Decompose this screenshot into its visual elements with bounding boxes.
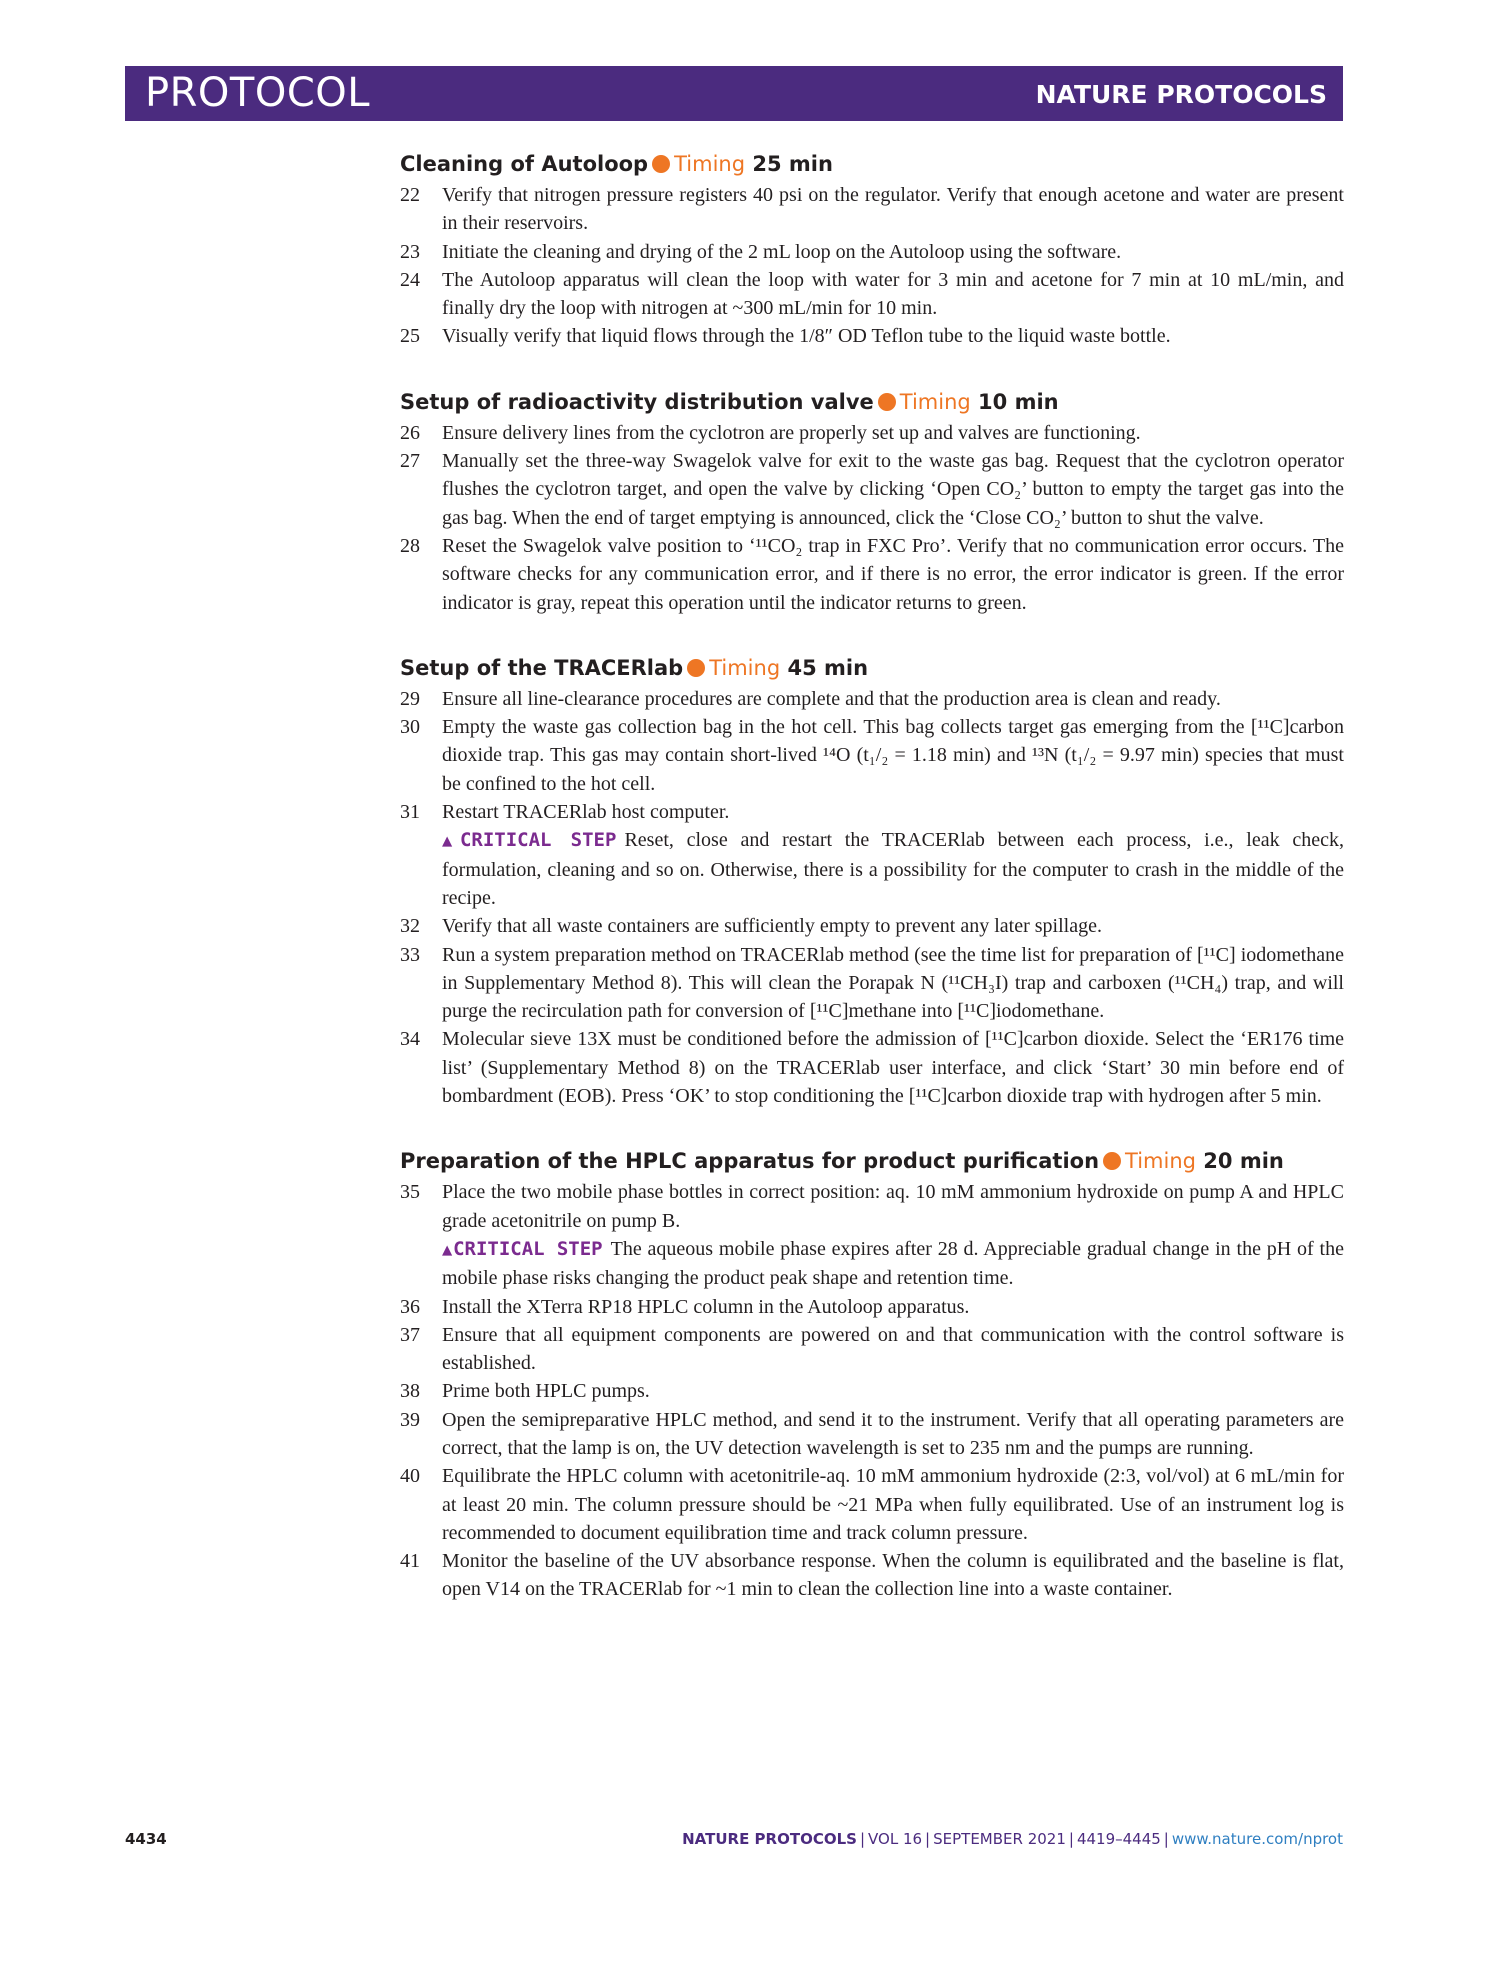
step-text: Equilibrate the HPLC column with acetonitrile-aq. 10 mM ammonium hydroxide (2:3, vol/vol) at 6 mL/min for at least 20 min. The column pressure should be ~21 MPa when fully equilibrated. Use of an instrument log is recommended to document equilibration time and track column pressure. xyxy=(442,1465,1344,1544)
step-text: Install the XTerra RP18 HPLC column in the Autoloop apparatus. xyxy=(442,1295,970,1318)
protocol-step xyxy=(400,532,1344,617)
step-text: Ensure that all equipment components are powered on and that communication with the control software is established. xyxy=(442,1323,1344,1375)
step-number: 35 xyxy=(400,1181,420,1204)
step-text: Restart TRACERlab host computer. xyxy=(442,801,730,824)
step-text: Run a system preparation method on TRACERlab method (see the time list for preparation of [¹¹C] iodomethane in Supplementary Method 8). This will clean the Porapak N (¹¹CH₃I) trap and carboxen (¹¹CH₄) trap, and will purge the recirculation path for conversion of [¹¹C]methane into [¹¹C]iodomethane. xyxy=(442,943,1344,1023)
protocol-step xyxy=(400,1178,1344,1292)
critical-step-label-text: CRITICAL STEP xyxy=(459,829,617,852)
timing-value: 20 min xyxy=(1203,1149,1284,1174)
timing-dot-icon xyxy=(1103,1152,1121,1170)
section-title: Setup of the TRACERlab xyxy=(400,655,684,680)
step-text: Ensure delivery lines from the cyclotron are properly set up and valves are functioning. xyxy=(442,421,1141,444)
protocol-section xyxy=(400,388,1344,617)
timing-dot-icon xyxy=(687,659,705,677)
section-heading xyxy=(400,654,1344,682)
step-text: Visually verify that liquid flows through the 1/8″ OD Teflon tube to the liquid waste bottle. xyxy=(442,325,1171,348)
footer-journal: NATURE PROTOCOLS xyxy=(682,1830,857,1848)
warning-triangle-icon: ▲ xyxy=(442,831,460,852)
section-title: Preparation of the HPLC apparatus for product purification xyxy=(400,1149,1100,1174)
journal-name: NATURE PROTOCOLS xyxy=(1035,80,1327,109)
step-text: Verify that nitrogen pressure registers 40 psi on the regulator. Verify that enough acetone and water are present in their reservoirs. xyxy=(442,184,1344,235)
page-number: 4434 xyxy=(125,1830,167,1848)
step-number: 33 xyxy=(400,943,420,966)
timing-value: 10 min xyxy=(978,389,1059,414)
protocol-step xyxy=(400,447,1344,532)
step-number: 30 xyxy=(400,716,420,739)
step-number: 24 xyxy=(400,268,420,291)
protocol-step xyxy=(400,1293,1344,1321)
footer-pages: 4419–4445 xyxy=(1076,1830,1161,1848)
section-heading xyxy=(400,150,1344,178)
step-text: Molecular sieve 13X must be conditioned before the admission of [¹¹C]carbon dioxide. Select the ‘ER176 time list’ (Supplementary Method 8) on the TRACERlab user interface, and click ‘Start’ 30 min before end of bombardment (EOB). Press ‘OK’ to stop conditioning the [¹¹C]carbon dioxide trap with hydrogen after 5 min. xyxy=(442,1028,1344,1108)
step-number: 27 xyxy=(400,450,420,473)
step-number: 34 xyxy=(400,1028,420,1051)
step-number: 29 xyxy=(400,687,420,710)
protocol-step xyxy=(400,912,1344,940)
step-number: 38 xyxy=(400,1380,420,1403)
timing-label: Timing xyxy=(709,655,781,680)
step-text: Empty the waste gas collection bag in the hot cell. This bag collects target gas emerging from the [¹¹C]carbon dioxide trap. This gas may contain short-lived ¹⁴O (t₁/₂ = 1.18 min) and ¹³N (t₁/₂ = 9.97 min) species that must be confined to the hot cell. xyxy=(442,716,1344,795)
step-text: Reset the Swagelok valve position to ‘¹¹CO₂ trap in FXC Pro’. Verify that no communication error occurs. The software checks for any communication error, and if there is no error, the error indicator is green. If the error indicator is gray, repeat this operation until the indicator returns to green. xyxy=(442,534,1344,614)
warning-triangle-icon: ▲ xyxy=(442,1239,454,1260)
step-number: 41 xyxy=(400,1550,420,1573)
timing-label: Timing xyxy=(1125,1149,1196,1174)
timing-dot-icon xyxy=(878,393,896,411)
protocol-body xyxy=(400,150,1344,1641)
section-title: Cleaning of Autoloop xyxy=(400,152,649,176)
protocol-step xyxy=(400,1377,1344,1405)
timing-label: Timing xyxy=(899,389,971,414)
critical-step-text: Reset, close and restart the TRACERlab between each process, i.e., leak check, formulation, cleaning and so on. Otherwise, there is a possibility for the computer to crash in the middle of the recipe. xyxy=(442,829,1344,909)
critical-step-note xyxy=(442,1235,1344,1293)
step-number: 40 xyxy=(400,1465,420,1488)
protocol-step xyxy=(400,685,1344,713)
step-text: Prime both HPLC pumps. xyxy=(442,1380,650,1403)
step-number: 31 xyxy=(400,801,420,824)
timing-label: Timing xyxy=(674,152,746,176)
protocol-step xyxy=(400,322,1344,350)
protocol-step xyxy=(400,238,1344,266)
step-number: 25 xyxy=(400,325,420,348)
footer-date: SEPTEMBER 2021 xyxy=(933,1830,1066,1848)
step-number: 32 xyxy=(400,915,420,938)
header-banner xyxy=(125,66,1343,121)
step-text: Ensure all line-clearance procedures are complete and that the production area is clean and ready. xyxy=(442,687,1221,710)
footer xyxy=(125,1830,1343,1854)
protocol-section xyxy=(400,1147,1344,1603)
section-title: Setup of radioactivity distribution valve xyxy=(400,389,874,414)
critical-step-text: The aqueous mobile phase expires after 28 d. Appreciable gradual change in the pH of the mobile phase risks changing the product peak shape and retention time. xyxy=(442,1237,1344,1290)
protocol-section xyxy=(400,150,1344,351)
footer-volume: VOL 16 xyxy=(868,1830,923,1848)
protocol-step xyxy=(400,266,1344,323)
protocol-step xyxy=(400,798,1344,912)
step-text: Manually set the three-way Swagelok valve for exit to the waste gas bag. Request that the cyclotron operator flushes the cyclotron target, and open the valve by clicking ‘Open CO₂’ button to empty the target gas into the gas bag. When the end of target emptying is announced, click the ‘Close CO₂’ button to shut the valve. xyxy=(442,450,1344,529)
critical-step-label xyxy=(442,1238,603,1260)
timing-value: 45 min xyxy=(787,655,869,680)
step-number: 36 xyxy=(400,1295,420,1318)
protocol-step xyxy=(400,181,1344,238)
critical-step-note xyxy=(442,826,1344,912)
protocol-section xyxy=(400,654,1344,1110)
protocol-step xyxy=(400,1462,1344,1547)
step-number: 23 xyxy=(400,240,420,263)
step-text: Initiate the cleaning and drying of the 2 mL loop on the Autoloop using the software. xyxy=(442,240,1122,263)
step-text: Monitor the baseline of the UV absorbance response. When the column is equilibrated and the baseline is flat, open V14 on the TRACERlab for ~1 min to clean the collection line into a waste container. xyxy=(442,1550,1344,1601)
timing-value: 25 min xyxy=(752,152,833,176)
protocol-step xyxy=(400,1025,1344,1110)
step-number: 39 xyxy=(400,1408,420,1431)
section-heading xyxy=(400,1147,1344,1175)
protocol-step xyxy=(400,1547,1344,1604)
step-text: Open the semipreparative HPLC method, and send it to the instrument. Verify that all operating parameters are correct, that the lamp is on, the UV detection wavelength is set to 235 nm and the pumps are running. xyxy=(442,1408,1344,1459)
section-heading xyxy=(400,388,1344,416)
protocol-step xyxy=(400,419,1344,447)
protocol-step xyxy=(400,1321,1344,1378)
timing-dot-icon xyxy=(652,155,670,173)
protocol-step xyxy=(400,1406,1344,1463)
step-text: The Autoloop apparatus will clean the loop with water for 3 min and acetone for 7 min at 10 mL/min, and finally dry the loop with nitrogen at ~300 mL/min for 10 min. xyxy=(442,268,1344,320)
step-number: 28 xyxy=(400,534,420,557)
step-number: 37 xyxy=(400,1323,420,1346)
protocol-step xyxy=(400,941,1344,1026)
section-label: PROTOCOL xyxy=(145,70,371,116)
step-text: Verify that all waste containers are sufficiently empty to prevent any later spillage. xyxy=(442,915,1102,938)
critical-step-label-text: CRITICAL STEP xyxy=(453,1237,603,1260)
step-number: 26 xyxy=(400,421,420,444)
critical-step-label xyxy=(442,829,616,851)
step-number: 22 xyxy=(400,184,420,206)
protocol-step xyxy=(400,713,1344,798)
citation: NATURE PROTOCOLS | VOL 16 | SEPTEMBER 2021 | 4419–4445 | www.nature.com/nprot xyxy=(682,1830,1343,1848)
journal-link[interactable]: www.nature.com/nprot xyxy=(1171,1830,1343,1848)
step-text: Place the two mobile phase bottles in correct position: aq. 10 mM ammonium hydroxide on pump A and HPLC grade acetonitrile on pump B. xyxy=(442,1181,1344,1232)
